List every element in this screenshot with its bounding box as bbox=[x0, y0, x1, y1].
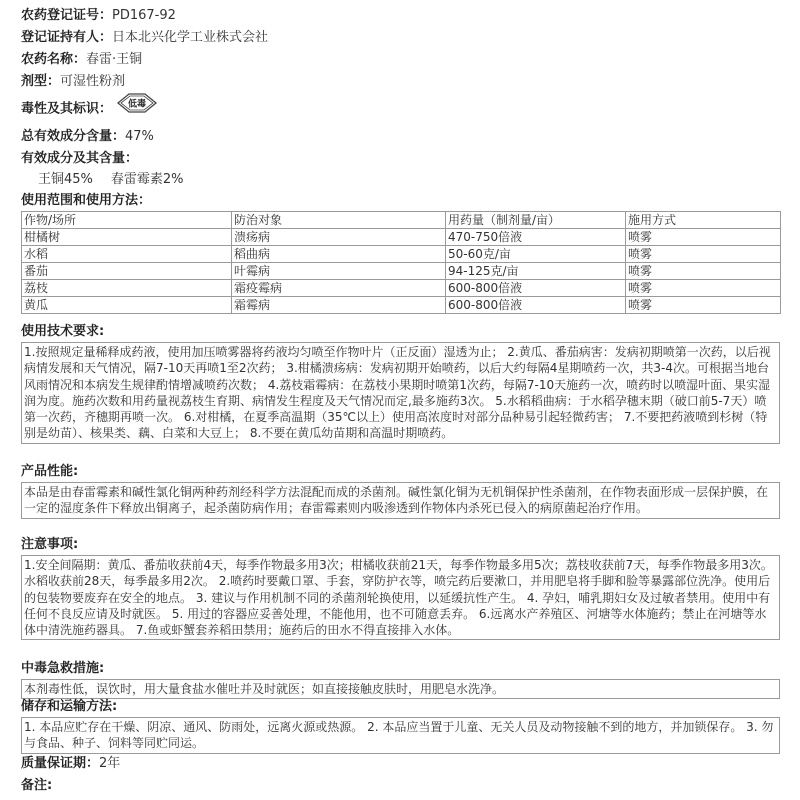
reg-no-value: PD167-92 bbox=[112, 8, 176, 23]
formulation-value: 可湿性粉剂 bbox=[60, 74, 126, 89]
formulation-label: 剂型： bbox=[21, 74, 61, 89]
ingredient-item: 王铜45% bbox=[38, 172, 93, 187]
table-row bbox=[22, 280, 781, 297]
storage-section bbox=[21, 697, 780, 754]
remarks-label: 备注: bbox=[21, 778, 53, 793]
table-cell: 黄瓜 bbox=[22, 297, 232, 314]
reg-no-label: 农药登记证号： bbox=[21, 8, 113, 23]
firstaid-title: 中毒急救措施: bbox=[21, 661, 105, 676]
table-cell: 喷雾 bbox=[626, 280, 781, 297]
toxicity-label: 毒性及其标识： bbox=[21, 101, 113, 117]
badge-text: 低毒 bbox=[128, 99, 147, 110]
formulation-line bbox=[21, 71, 125, 93]
ingredients-title bbox=[21, 148, 138, 170]
table-row bbox=[22, 229, 781, 246]
firstaid-text: 本剂毒性低，误饮时，用大量食盐水催吐并及时就医；如直接接触皮肤时，用肥皂水洗净。 bbox=[21, 679, 780, 699]
column-header: 用药量（制剂量/亩） bbox=[446, 212, 626, 229]
table-cell: 溃疡病 bbox=[232, 229, 446, 246]
table-cell: 霜霉病 bbox=[232, 297, 446, 314]
usage-section bbox=[21, 191, 780, 314]
table-cell: 喷雾 bbox=[626, 263, 781, 280]
tech-title: 使用技术要求: bbox=[21, 324, 105, 339]
toxicity-line bbox=[21, 94, 158, 124]
total-content-value: 47% bbox=[125, 129, 154, 144]
column-header: 作物/场所 bbox=[22, 212, 232, 229]
reg-no-line bbox=[21, 5, 176, 27]
notes-title: 注意事项: bbox=[21, 537, 79, 552]
ingredients-list bbox=[21, 170, 202, 190]
table-header-row bbox=[22, 212, 781, 229]
performance-title: 产品性能: bbox=[21, 464, 79, 479]
storage-title: 储存和运输方法: bbox=[21, 699, 118, 714]
table-cell: 叶霉病 bbox=[232, 263, 446, 280]
low-toxicity-badge-icon bbox=[116, 92, 158, 122]
table-cell: 荔枝 bbox=[22, 280, 232, 297]
table-cell: 柑橘树 bbox=[22, 229, 232, 246]
performance-section bbox=[21, 462, 780, 519]
table-cell: 番茄 bbox=[22, 263, 232, 280]
column-header: 防治对象 bbox=[232, 212, 446, 229]
table-cell: 稻曲病 bbox=[232, 246, 446, 263]
notes-section bbox=[21, 535, 780, 640]
holder-label: 登记证持有人： bbox=[21, 30, 113, 45]
warranty-label: 质量保证期： bbox=[21, 756, 100, 771]
table-row bbox=[22, 246, 781, 263]
table-cell: 600-800倍液 bbox=[446, 280, 626, 297]
performance-text: 本品是由春雷霉素和碱性氯化铜两种药剂经科学方法混配而成的杀菌剂。碱性氯化铜为无机铜保护性杀菌剂，在作物表面形成一层保护膜，在一定的湿度条件下释放出铜离子，起杀菌防病作用；春雷霉素则内吸渗透到作物体内杀死已侵入的病原菌起治疗作用。 bbox=[21, 482, 780, 519]
table-cell: 470-750倍液 bbox=[446, 229, 626, 246]
tech-section bbox=[21, 322, 780, 444]
table-cell: 水稻 bbox=[22, 246, 232, 263]
storage-text: 1. 本品应贮存在干燥、阴凉、通风、防雨处，远离火源或热源。 2. 本品应当置于儿童、无关人员及动物接触不到的地方，并加锁保存。 3. 勿与食品、种子、饲料等同贮同运。 bbox=[21, 717, 780, 754]
holder-value: 日本北兴化学工业株式会社 bbox=[112, 30, 269, 45]
ingredients-label: 有效成分及其含量： bbox=[21, 151, 139, 166]
table-row bbox=[22, 297, 781, 314]
notes-text: 1.安全间隔期：黄瓜、番茄收获前4天，每季作物最多用3次；柑橘收获前21天，每季作物最多用5次；荔枝收获前7天，每季作物最多用3次。水稻收获前28天，每季最多用2次。 2.喷药时要戴口罩、手套，穿防护衣等，喷完药后要漱口，并用肥皂将手脚和脸等暴露部位洗净。使用后的包装物要废弃在安全的地点。 3. 建议与作用机制不同的杀菌剂轮换使用，以延缓抗性产生。 4. 孕妇，哺乳期妇女及过敏者禁用。使用中有任何不良反应请及时就医。 5. 用过的容器应妥善处理，不能他用，也不可随意丢弃。 6.远离水产养殖区、河塘等水体施药；禁止在河塘等水体中清洗施药器具。 7.鱼或虾蟹套养稻田禁用；施药后的田水不得直接排入水体。 bbox=[21, 555, 780, 640]
total-content-label: 总有效成分含量： bbox=[21, 129, 126, 144]
firstaid-section bbox=[21, 659, 780, 699]
warranty-value: 2年 bbox=[99, 756, 121, 771]
name-line bbox=[21, 49, 142, 71]
table-cell: 喷雾 bbox=[626, 297, 781, 314]
name-value: 春雷·王铜 bbox=[86, 52, 143, 67]
column-header: 施用方式 bbox=[626, 212, 781, 229]
table-row bbox=[22, 263, 781, 280]
tech-text: 1.按照规定量稀释成药液，使用加压喷雾器将药液均匀喷至作物叶片（正反面）湿透为止； 2.黄瓜、番茄病害：发病初期喷第一次药，以后视病情发展和天气情况，隔7-10天再喷1至2次药； 3.柑橘溃疡病：发病初期开始喷药，以后大约每隔4星期喷药一次，共3-4次。可根据当地台风雨情况和本病发生规律酌情增减喷药次数； 4.荔枝霜霉病：在荔枝小果期时喷第1次药，每隔7-10天施药一次，喷药时以喷湿叶面、果实湿润为度。施药次数和用药量视荔枝生育期、病情发生程度及天气情况而定,最多施药3次。 5.水稻稻曲病：于水稻孕穗末期（破口前5-7天）喷第一次药，齐穗期再喷一次。 6.对柑橘，在夏季高温期（35℃以上）使用高浓度时对部分品种易引起轻微药害； 7.不要把药液喷到杉树（特别是幼苗）、核果类、藕、白菜和大豆上； 8.不要在黄瓜幼苗期和高温时期喷药。 bbox=[21, 342, 780, 444]
name-label: 农药名称： bbox=[21, 52, 87, 67]
usage-title: 使用范围和使用方法： bbox=[21, 193, 152, 208]
warranty-line bbox=[21, 753, 120, 775]
remarks-line bbox=[21, 775, 52, 797]
usage-table bbox=[21, 211, 781, 314]
table-cell: 喷雾 bbox=[626, 246, 781, 263]
total-content-line bbox=[21, 126, 154, 148]
ingredient-item: 春雷霉素2% bbox=[110, 172, 184, 187]
table-cell: 喷雾 bbox=[626, 229, 781, 246]
table-cell: 霜疫霉病 bbox=[232, 280, 446, 297]
table-cell: 50-60克/亩 bbox=[446, 246, 626, 263]
table-cell: 94-125克/亩 bbox=[446, 263, 626, 280]
holder-line bbox=[21, 27, 268, 49]
table-cell: 600-800倍液 bbox=[446, 297, 626, 314]
